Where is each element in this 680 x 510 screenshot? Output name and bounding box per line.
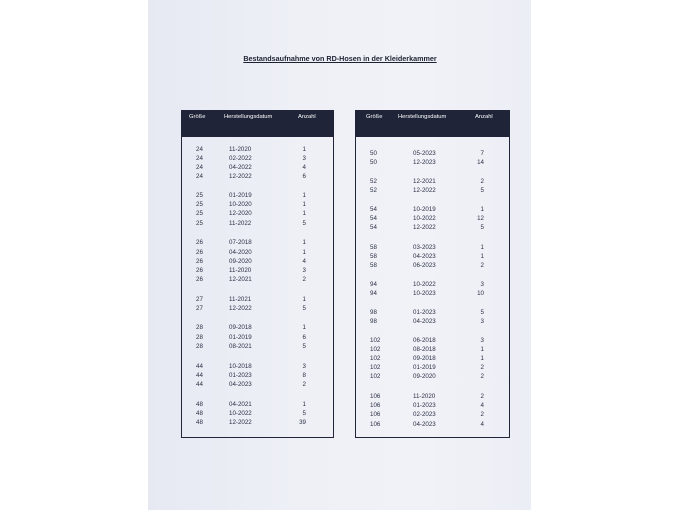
table-row [182, 146, 333, 155]
header-date: Herstellungsdatum [398, 114, 447, 120]
cell-date: 12-2023 [413, 159, 436, 166]
cell-size: 54 [370, 215, 377, 222]
cell-size: 106 [370, 402, 381, 409]
table-row [182, 334, 333, 343]
cell-count: 4 [302, 164, 306, 171]
cell-date: 08-2021 [229, 343, 252, 350]
cell-date: 10-2022 [229, 410, 252, 417]
cell-date: 04-2023 [229, 381, 252, 388]
cell-size: 24 [196, 164, 203, 171]
cell-size: 50 [370, 150, 377, 157]
header-count: Anzahl [298, 114, 316, 120]
cell-size: 48 [196, 410, 203, 417]
cell-count: 5 [480, 309, 484, 316]
inventory-table-left [181, 110, 334, 438]
cell-size: 26 [196, 239, 203, 246]
cell-count: 3 [480, 318, 484, 325]
cell-size: 48 [196, 419, 203, 426]
cell-count: 2 [480, 373, 484, 380]
table-row [182, 155, 333, 164]
cell-count: 2 [480, 262, 484, 269]
cell-count: 2 [480, 393, 484, 400]
cell-date: 10-2022 [413, 281, 436, 288]
cell-count: 1 [302, 210, 306, 217]
cell-size: 94 [370, 281, 377, 288]
cell-count: 3 [480, 281, 484, 288]
table-row [356, 178, 509, 187]
table-row [356, 421, 509, 430]
cell-date: 09-2020 [413, 373, 436, 380]
cell-size: 94 [370, 290, 377, 297]
cell-date: 09-2020 [229, 258, 252, 265]
cell-count: 1 [302, 324, 306, 331]
cell-count: 4 [302, 258, 306, 265]
cell-count: 5 [302, 220, 306, 227]
cell-size: 24 [196, 155, 203, 162]
table-row [356, 373, 509, 382]
table-row [356, 224, 509, 233]
table-row [182, 249, 333, 258]
cell-date: 12-2022 [229, 173, 252, 180]
cell-date: 04-2022 [229, 164, 252, 171]
table-row [182, 276, 333, 285]
cell-size: 98 [370, 309, 377, 316]
table-row [356, 393, 509, 402]
cell-size: 102 [370, 355, 381, 362]
table-row [182, 419, 333, 428]
cell-date: 01-2019 [229, 334, 252, 341]
cell-count: 1 [480, 355, 484, 362]
cell-date: 04-2021 [229, 401, 252, 408]
cell-count: 1 [302, 249, 306, 256]
cell-date: 11-2020 [229, 267, 252, 274]
table-row [182, 363, 333, 372]
cell-date: 11-2021 [229, 296, 252, 303]
cell-size: 106 [370, 393, 381, 400]
cell-count: 1 [480, 206, 484, 213]
cell-count: 1 [480, 244, 484, 251]
table-row [356, 337, 509, 346]
cell-size: 102 [370, 346, 381, 353]
cell-size: 44 [196, 372, 203, 379]
cell-count: 1 [302, 146, 306, 153]
cell-size: 54 [370, 224, 377, 231]
document-title: Bestandsaufnahme von RD-Hosen in der Kleiderkammer [243, 54, 437, 63]
cell-date: 01-2019 [413, 364, 436, 371]
cell-size: 52 [370, 187, 377, 194]
table-header [181, 110, 334, 137]
cell-date: 05-2023 [413, 150, 436, 157]
table-row [182, 164, 333, 173]
cell-size: 102 [370, 373, 381, 380]
table-row [182, 258, 333, 267]
cell-count: 4 [480, 402, 484, 409]
cell-date: 10-2019 [413, 206, 436, 213]
cell-count: 2 [302, 381, 306, 388]
cell-size: 28 [196, 324, 203, 331]
cell-count: 1 [302, 201, 306, 208]
cell-count: 3 [302, 267, 306, 274]
cell-size: 24 [196, 146, 203, 153]
cell-size: 28 [196, 343, 203, 350]
table-row [182, 343, 333, 352]
cell-size: 27 [196, 296, 203, 303]
cell-count: 1 [302, 296, 306, 303]
cell-date: 01-2023 [413, 309, 436, 316]
cell-count: 6 [302, 334, 306, 341]
table-row [182, 381, 333, 390]
cell-size: 28 [196, 334, 203, 341]
cell-size: 106 [370, 421, 381, 428]
cell-count: 1 [480, 253, 484, 260]
table-row [356, 262, 509, 271]
cell-count: 1 [302, 401, 306, 408]
table-row [182, 410, 333, 419]
cell-size: 106 [370, 411, 381, 418]
table-row [356, 318, 509, 327]
cell-date: 06-2018 [413, 337, 436, 344]
cell-date: 12-2022 [229, 305, 252, 312]
cell-count: 1 [302, 239, 306, 246]
cell-date: 12-2021 [229, 276, 252, 283]
cell-date: 12-2022 [413, 224, 436, 231]
cell-count: 5 [480, 224, 484, 231]
table-row [356, 290, 509, 299]
cell-count: 10 [477, 290, 484, 297]
header-size: Größe [366, 114, 383, 120]
table-row [356, 346, 509, 355]
cell-size: 52 [370, 178, 377, 185]
cell-count: 5 [480, 187, 484, 194]
cell-size: 26 [196, 258, 203, 265]
cell-size: 26 [196, 249, 203, 256]
cell-count: 5 [302, 305, 306, 312]
cell-date: 01-2023 [229, 372, 252, 379]
cell-size: 27 [196, 305, 203, 312]
cell-size: 25 [196, 210, 203, 217]
header-date: Herstellungsdatum [224, 114, 273, 120]
cell-date: 10-2022 [413, 215, 436, 222]
cell-size: 25 [196, 220, 203, 227]
cell-date: 01-2023 [413, 402, 436, 409]
table-row [182, 401, 333, 410]
table-row [182, 267, 333, 276]
table-row [182, 192, 333, 201]
cell-count: 12 [477, 215, 484, 222]
cell-size: 44 [196, 381, 203, 388]
table-row [356, 411, 509, 420]
cell-date: 11-2020 [229, 146, 252, 153]
cell-date: 04-2023 [413, 318, 436, 325]
cell-date: 12-2021 [413, 178, 436, 185]
cell-count: 3 [480, 337, 484, 344]
cell-date: 07-2018 [229, 239, 252, 246]
table-row [356, 364, 509, 373]
cell-count: 4 [480, 421, 484, 428]
table-row [182, 201, 333, 210]
cell-size: 102 [370, 337, 381, 344]
cell-date: 02-2023 [413, 411, 436, 418]
cell-date: 11-2020 [413, 393, 436, 400]
cell-date: 09-2018 [413, 355, 436, 362]
table-row [182, 220, 333, 229]
cell-count: 1 [302, 192, 306, 199]
cell-size: 102 [370, 364, 381, 371]
cell-count: 3 [302, 363, 306, 370]
cell-size: 58 [370, 244, 377, 251]
table-row [356, 159, 509, 168]
cell-date: 03-2023 [413, 244, 436, 251]
table-row [182, 239, 333, 248]
cell-count: 3 [302, 155, 306, 162]
cell-size: 48 [196, 401, 203, 408]
cell-count: 6 [302, 173, 306, 180]
cell-size: 26 [196, 276, 203, 283]
cell-date: 11-2022 [229, 220, 252, 227]
table-row [356, 309, 509, 318]
cell-size: 44 [196, 363, 203, 370]
table-row [356, 355, 509, 364]
header-size: Größe [189, 114, 206, 120]
table-row [182, 210, 333, 219]
table-row [356, 215, 509, 224]
table-row [182, 324, 333, 333]
cell-date: 12-2022 [413, 187, 436, 194]
table-row [356, 150, 509, 159]
table-row [356, 244, 509, 253]
cell-size: 25 [196, 192, 203, 199]
table-row [356, 402, 509, 411]
inventory-table-right [355, 110, 510, 438]
cell-count: 14 [477, 159, 484, 166]
cell-size: 26 [196, 267, 203, 274]
header-count: Anzahl [475, 114, 493, 120]
cell-date: 10-2018 [229, 363, 252, 370]
cell-date: 09-2018 [229, 324, 252, 331]
cell-date: 10-2023 [413, 290, 436, 297]
cell-date: 12-2020 [229, 210, 252, 217]
cell-count: 2 [480, 364, 484, 371]
table-row [182, 372, 333, 381]
table-row [356, 253, 509, 262]
cell-count: 5 [302, 410, 306, 417]
table-header [355, 110, 510, 137]
cell-date: 04-2023 [413, 421, 436, 428]
cell-count: 2 [480, 178, 484, 185]
cell-date: 12-2022 [229, 419, 252, 426]
cell-count: 2 [302, 276, 306, 283]
cell-size: 24 [196, 173, 203, 180]
cell-size: 50 [370, 159, 377, 166]
cell-date: 06-2023 [413, 262, 436, 269]
cell-date: 02-2022 [229, 155, 252, 162]
cell-size: 25 [196, 201, 203, 208]
cell-count: 5 [302, 343, 306, 350]
table-row [356, 206, 509, 215]
table-row [356, 281, 509, 290]
cell-count: 7 [480, 150, 484, 157]
table-row [182, 305, 333, 314]
cell-count: 8 [302, 372, 306, 379]
cell-date: 04-2023 [413, 253, 436, 260]
cell-size: 98 [370, 318, 377, 325]
cell-date: 10-2020 [229, 201, 252, 208]
table-row [356, 187, 509, 196]
cell-count: 39 [299, 419, 306, 426]
table-row [182, 296, 333, 305]
cell-size: 54 [370, 206, 377, 213]
cell-date: 01-2019 [229, 192, 252, 199]
cell-size: 58 [370, 253, 377, 260]
cell-count: 1 [480, 346, 484, 353]
table-row [182, 173, 333, 182]
cell-count: 2 [480, 411, 484, 418]
cell-date: 08-2018 [413, 346, 436, 353]
cell-date: 04-2020 [229, 249, 252, 256]
cell-size: 58 [370, 262, 377, 269]
